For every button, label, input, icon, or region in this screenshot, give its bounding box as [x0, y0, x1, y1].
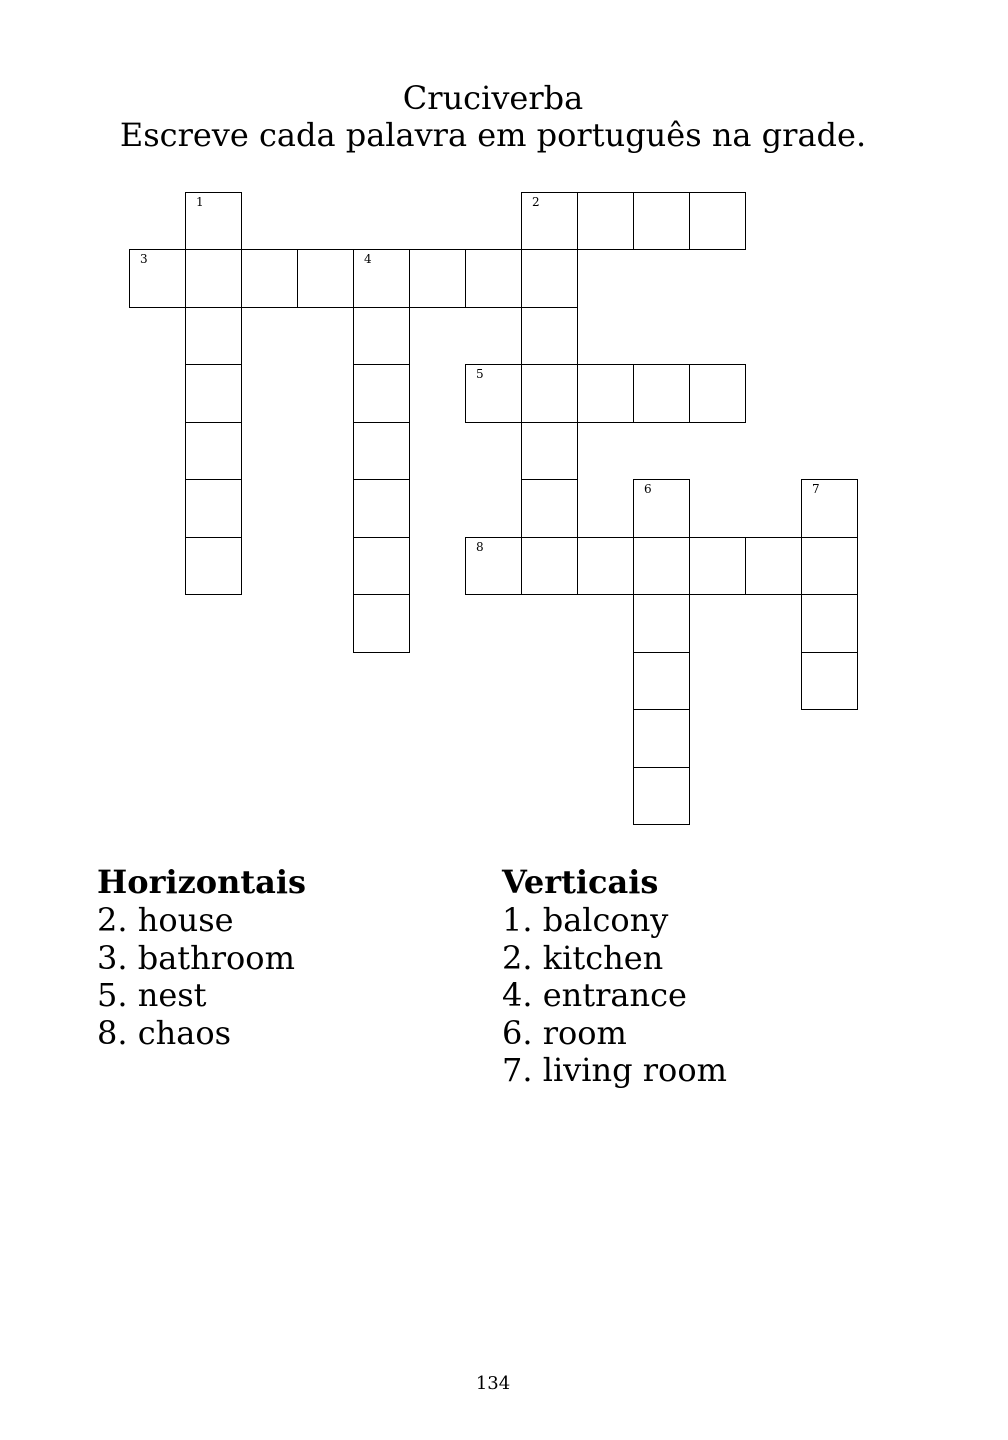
down-clues — [502, 862, 727, 1090]
page-number: 134 — [475, 1373, 511, 1394]
crossword-cell[interactable] — [745, 537, 802, 596]
crossword-cell[interactable] — [353, 307, 410, 366]
crossword-cell[interactable] — [185, 537, 242, 596]
crossword-cell[interactable] — [633, 652, 690, 711]
clue-number: 7 — [812, 482, 820, 496]
clue-number: 8 — [476, 539, 484, 554]
crossword-cell[interactable] — [129, 249, 186, 308]
clue-number: 4 — [364, 252, 372, 266]
crossword-cell[interactable] — [689, 192, 746, 251]
crossword-cell[interactable] — [521, 249, 578, 308]
crossword-cell[interactable] — [353, 479, 410, 538]
crossword-cell[interactable] — [633, 537, 690, 596]
crossword-cell[interactable] — [353, 537, 410, 596]
clue-number: 2 — [532, 194, 540, 209]
crossword-cell[interactable] — [185, 479, 242, 538]
crossword-cell[interactable] — [521, 422, 578, 481]
crossword-cell[interactable] — [633, 479, 690, 538]
down-heading: Verticais — [502, 863, 659, 901]
crossword-cell[interactable] — [521, 537, 578, 596]
crossword-cell[interactable] — [689, 364, 746, 423]
crossword-cell[interactable] — [801, 479, 858, 538]
across-clues — [97, 862, 306, 1052]
crossword-cell[interactable] — [801, 537, 858, 596]
crossword-cell[interactable] — [633, 709, 690, 768]
crossword-cell[interactable] — [185, 364, 242, 423]
crossword-cell[interactable] — [185, 307, 242, 366]
crossword-cell[interactable] — [241, 249, 298, 308]
crossword-cell[interactable] — [353, 364, 410, 423]
across-clue: 3. bathroom — [97, 938, 295, 977]
crossword-cell[interactable] — [465, 537, 522, 596]
down-clue: 1. balcony — [502, 901, 669, 939]
down-clue: 6. room — [502, 1013, 627, 1052]
crossword-cell[interactable] — [353, 594, 410, 653]
crossword-cell[interactable] — [409, 249, 466, 308]
crossword-cell[interactable] — [521, 479, 578, 538]
across-clue: 5. nest — [97, 976, 207, 1014]
down-clue: 4. entrance — [502, 976, 687, 1014]
crossword-cell[interactable] — [577, 364, 634, 423]
crossword-cell[interactable] — [185, 249, 242, 308]
crossword-cell[interactable] — [185, 192, 242, 251]
crossword-cell[interactable] — [801, 594, 858, 653]
crossword-cell[interactable] — [577, 192, 634, 251]
crossword-cell[interactable] — [297, 249, 354, 308]
clue-number: 1 — [196, 194, 204, 209]
crossword-cell[interactable] — [353, 249, 410, 308]
crossword-cell[interactable] — [801, 652, 858, 711]
clue-number: 6 — [644, 482, 652, 496]
down-clue: 2. kitchen — [502, 938, 664, 977]
crossword-cell[interactable] — [465, 364, 522, 423]
clue-number: 5 — [476, 367, 484, 381]
crossword-cell[interactable] — [633, 767, 690, 826]
across-clue: 2. house — [97, 901, 234, 939]
crossword-cell[interactable] — [521, 307, 578, 366]
crossword-cell[interactable] — [633, 364, 690, 423]
crossword-cell[interactable] — [689, 537, 746, 596]
crossword-cell[interactable] — [465, 249, 522, 308]
clue-number: 3 — [140, 252, 148, 266]
crossword-cell[interactable] — [521, 364, 578, 423]
across-heading: Horizontais — [97, 863, 307, 901]
crossword-cell[interactable] — [521, 192, 578, 251]
crossword-cell[interactable] — [353, 422, 410, 481]
crossword-cell[interactable] — [633, 192, 690, 251]
across-clue: 8. chaos — [97, 1013, 231, 1052]
crossword-cell[interactable] — [577, 537, 634, 596]
puzzle-instructions: Escreve cada palavra em português na grade. — [119, 116, 867, 154]
crossword-cell[interactable] — [185, 422, 242, 481]
crossword-cell[interactable] — [633, 594, 690, 653]
down-clue: 7. living room — [502, 1051, 727, 1089]
puzzle-title: Cruciverba — [402, 79, 584, 117]
